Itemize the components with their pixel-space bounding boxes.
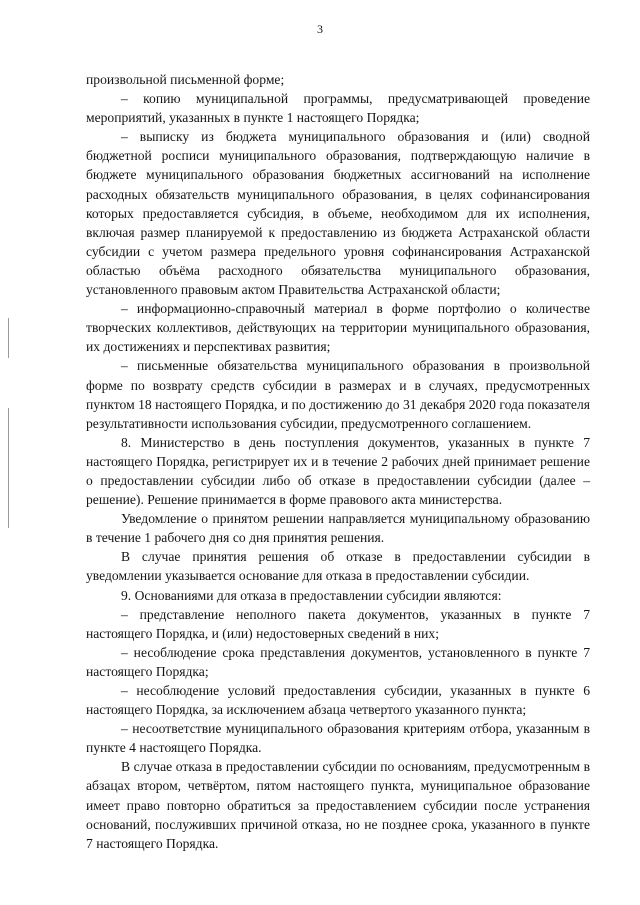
paragraph-item-9: 9. Основаниями для отказа в предоставлении субсидии являются: [121, 587, 502, 603]
page-number: 3 [317, 22, 323, 36]
paragraph-budget-extract: – выписку из бюджета муниципального образования и (или) сводной бюджетной росписи муниципального образования, подтверждающую наличие в бюджете муниципального образования бюджетных ассигнований на исполнение расходных обязательств муниципального образования, в целях софинансирования которых предоставляется субсидия, в объеме, необходимом для их исполнения, включая размер планируемой к предоставлению из бюджета Астраханской области субсидии с учетом размера предельного уровня софинансирования Астраханской областью объёма расходного обязательства муниципального образования, установленного правовым актом Правительства Астраханской области; [86, 129, 590, 298]
paragraph-portfolio: – информационно-справочный материал в форме портфолио о количестве творческих коллективов, действующих на территории муниципального образования, их достижениях и перспективах развития; [86, 301, 590, 355]
body-text [86, 70, 590, 853]
paragraph-ground-conditions: – несоблюдение условий предоставления субсидии, указанных в пункте 6 настоящего Порядка, за исключением абзаца четвертого указанного пункта; [86, 683, 590, 718]
scan-edge-mark [8, 408, 9, 528]
paragraph-obligations: – письменные обязательства муниципального образования в произвольной форме по возврату средств субсидии в размерах и в случаях, предусмотренных пунктом 18 настоящего Порядка, и по достижению до 31 декабря 2020 года показателя результативности использования субсидии, предусмотренного соглашением. [86, 358, 590, 431]
paragraph-continuation: произвольной письменной форме; [86, 72, 285, 87]
paragraph-ground-deadline: – несоблюдение срока представления документов, установленного в пункте 7 настоящего Порядка; [86, 644, 590, 679]
paragraph-ground-criteria: – несоответствие муниципального образования критериям отбора, указанным в пункте 4 настоящего Порядка. [86, 721, 590, 756]
paragraph-refusal-notice: В случае принятия решения об отказе в предоставлении субсидии в уведомлении указывается основание для отказа в предоставлении субсидии. [86, 549, 590, 584]
paragraph-ground-incomplete: – представление неполного пакета документов, указанных в пункте 7 настоящего Порядка, и (или) недостоверных сведений в них; [86, 606, 590, 641]
paragraph-item-8: 8. Министерство в день поступления документов, указанных в пункте 7 настоящего Порядка, регистрирует их и в течение 2 рабочих дней принимает решение о предоставлении субсидии либо об отказе в предоставлении субсидии (далее – решение). Решение принимается в форме правового акта министерства. [86, 434, 590, 508]
paragraph-notification: Уведомление о принятом решении направляется муниципальному образованию в течение 1 рабочего дня со дня принятия решения. [86, 511, 590, 546]
paragraph-reapply: В случае отказа в предоставлении субсидии по основаниям, предусмотренным в абзацах втором, четвёртом, пятом настоящего пункта, муниципальное образование имеет право повторно обратиться за предоставлением субсидии после устранения оснований, послуживших причиной отказа, но не позднее срока, указанного в пункте 7 настоящего Порядка. [86, 759, 590, 851]
scan-edge-mark [8, 318, 9, 358]
paragraph-program-copy: – копию муниципальной программы, предусматривающей проведение мероприятий, указанных в пункте 1 настоящего Порядка; [86, 91, 590, 126]
